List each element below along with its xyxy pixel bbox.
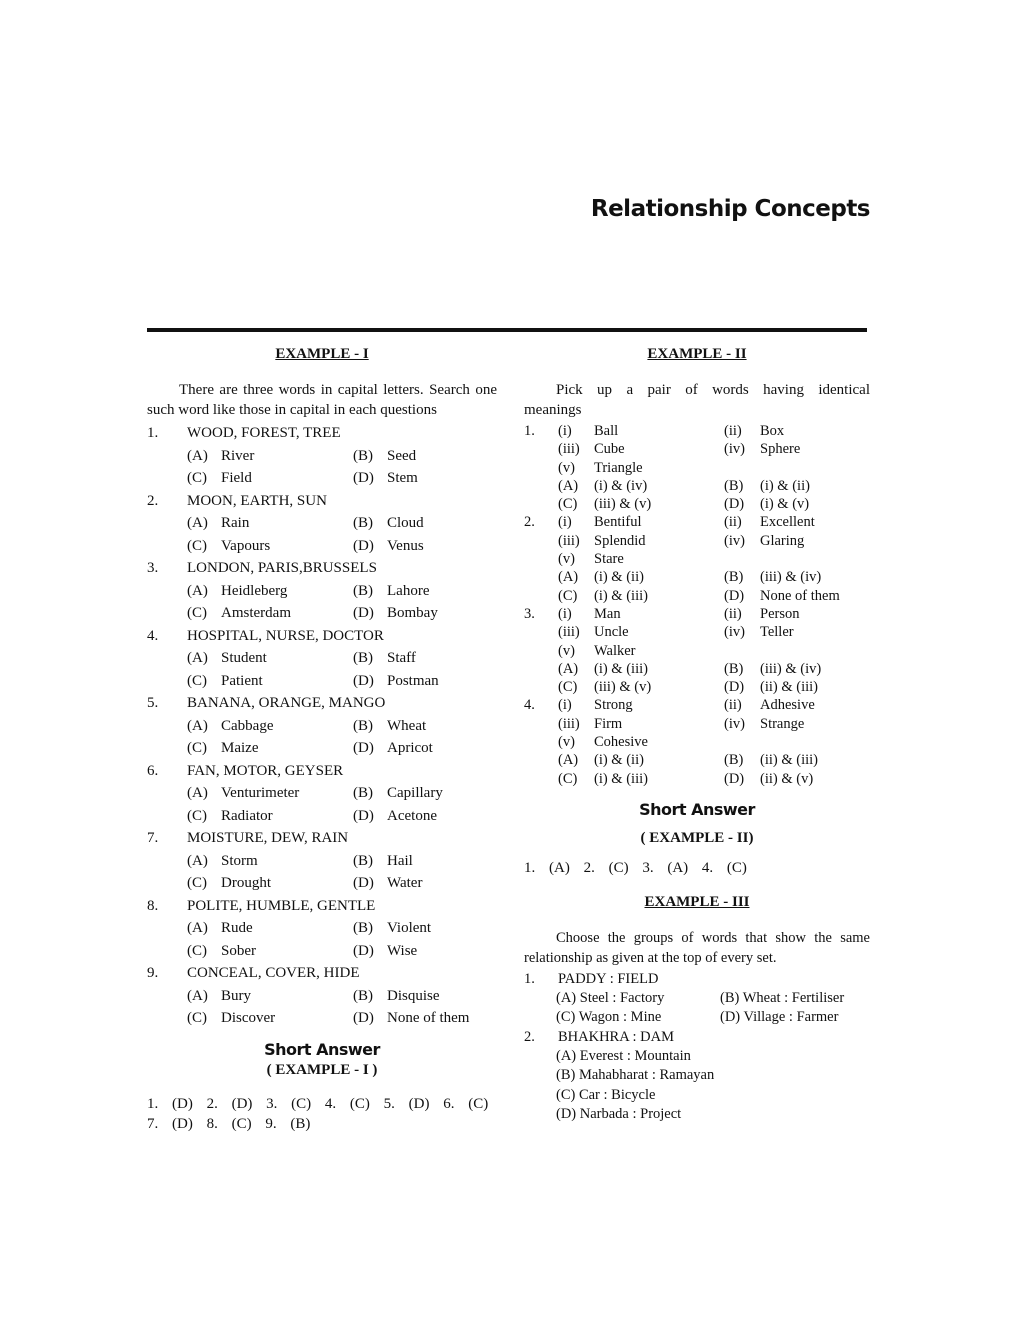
example-1-heading: EXAMPLE - I bbox=[275, 346, 369, 362]
option-text: Rain bbox=[221, 515, 250, 531]
option bbox=[353, 670, 513, 693]
option-letter: (A) bbox=[558, 477, 579, 494]
option bbox=[558, 568, 724, 586]
option-text: Cohesive bbox=[594, 734, 648, 751]
question-text: LONDON, PARIS,BRUSSELS bbox=[187, 560, 377, 576]
option bbox=[558, 440, 724, 458]
option bbox=[187, 535, 353, 558]
option: (A) Steel : Factory bbox=[556, 989, 665, 1006]
option-text: Postman bbox=[387, 672, 439, 689]
option-letter: (B) bbox=[353, 447, 373, 464]
option-letter: (iv) bbox=[724, 532, 745, 549]
option-letter: (C) bbox=[187, 672, 207, 689]
option-letter: (D) bbox=[724, 770, 745, 787]
example-2-heading: EXAMPLE - II bbox=[647, 346, 747, 362]
question-item bbox=[147, 827, 497, 895]
option bbox=[558, 513, 724, 531]
question-text: WOOD, FOREST, TREE bbox=[187, 425, 341, 441]
option-text: Wheat bbox=[387, 717, 427, 734]
option: (D) Narbada : Project bbox=[556, 1106, 682, 1123]
option-text: None of them bbox=[760, 587, 840, 604]
option-text: (i) & (iii) bbox=[594, 770, 648, 787]
option bbox=[558, 770, 724, 788]
option-text: Walker bbox=[594, 642, 636, 659]
option-text: Hail bbox=[387, 852, 413, 869]
option-letter: (D) bbox=[353, 537, 374, 554]
option-letter: (A) bbox=[558, 569, 579, 586]
option-text: Lahore bbox=[387, 582, 430, 599]
option-text: Teller bbox=[760, 624, 794, 641]
question-number: 7. bbox=[147, 830, 159, 846]
option bbox=[558, 477, 724, 495]
option bbox=[558, 550, 724, 568]
option bbox=[558, 605, 724, 623]
option-letter: (D) bbox=[724, 496, 745, 513]
option bbox=[724, 513, 890, 531]
option-letter: (D) bbox=[724, 587, 745, 604]
question-item bbox=[524, 696, 870, 787]
option-letter: (iii) bbox=[558, 715, 580, 732]
option bbox=[724, 696, 890, 714]
option-letter: (B) bbox=[353, 852, 373, 869]
option-letter: (D) bbox=[353, 1010, 374, 1026]
question-item bbox=[147, 962, 497, 1030]
option-letter: (A) bbox=[187, 717, 208, 734]
option-text: Vapours bbox=[221, 537, 271, 554]
option-letter: (A) bbox=[187, 447, 208, 464]
option bbox=[724, 660, 890, 678]
option-letter: (B) bbox=[353, 987, 373, 1004]
option-text: River bbox=[221, 447, 255, 464]
option: (C) Car : Bicycle bbox=[556, 1086, 656, 1103]
option-letter: (A) bbox=[187, 582, 208, 599]
option-letter: (A) bbox=[187, 515, 208, 531]
example-2-questions bbox=[524, 422, 870, 788]
option: (B) Wheat : Fertiliser bbox=[720, 989, 845, 1006]
option bbox=[353, 467, 513, 490]
option bbox=[724, 678, 890, 696]
question-item bbox=[147, 760, 497, 828]
option-letter: (iii) bbox=[558, 532, 580, 549]
left-column bbox=[147, 346, 497, 1134]
option bbox=[353, 512, 513, 535]
question-item bbox=[147, 557, 497, 625]
right-column bbox=[524, 346, 870, 1125]
option-text: Rude bbox=[221, 920, 253, 936]
option-letter: (C) bbox=[187, 740, 207, 756]
option: (D) Village : Farmer bbox=[720, 1009, 839, 1026]
option-letter: (ii) bbox=[724, 514, 742, 531]
option-letter: (A) bbox=[558, 752, 579, 769]
option-text: Triangle bbox=[594, 459, 643, 476]
question-text: BANANA, ORANGE, MANGO bbox=[187, 695, 386, 711]
option-letter: (A) bbox=[558, 660, 579, 677]
option bbox=[187, 445, 353, 468]
short-answer-heading-2: Short Answer bbox=[639, 799, 755, 819]
example-1-questions bbox=[147, 422, 497, 1030]
option-letter: (A) bbox=[187, 920, 208, 936]
example-2-intro: Pick up a pair of words having identical meanings bbox=[524, 382, 870, 418]
option-letter: (D) bbox=[353, 807, 374, 824]
question-item bbox=[524, 513, 870, 604]
option-letter: (C) bbox=[187, 537, 207, 554]
option-text: (iii) & (v) bbox=[594, 496, 652, 513]
option-text: Bentiful bbox=[594, 514, 642, 531]
option-letter: (iv) bbox=[724, 715, 745, 732]
option-text: Acetone bbox=[387, 807, 437, 824]
option bbox=[187, 782, 353, 805]
option bbox=[353, 580, 513, 603]
option bbox=[353, 917, 513, 940]
option bbox=[187, 985, 353, 1008]
option bbox=[353, 805, 513, 828]
option bbox=[558, 733, 724, 751]
option-text: Adhesive bbox=[760, 697, 815, 714]
option-text: Strong bbox=[594, 697, 633, 714]
option-text: Discover bbox=[221, 1010, 276, 1026]
option-text: Student bbox=[221, 650, 267, 666]
option-letter: (D) bbox=[353, 470, 374, 486]
option-letter: (B) bbox=[353, 717, 373, 734]
option-text: Stare bbox=[594, 551, 624, 568]
option bbox=[724, 770, 890, 788]
example-2-answers: 1. (A) 2. (C) 3. (A) 4. (C) bbox=[524, 859, 747, 876]
option-text: Maize bbox=[221, 740, 259, 756]
option-letter: (v) bbox=[558, 459, 575, 476]
option bbox=[558, 422, 724, 440]
option bbox=[187, 1007, 353, 1030]
option-letter: (A) bbox=[187, 852, 208, 869]
option bbox=[353, 535, 513, 558]
option-text: (iii) & (iv) bbox=[760, 569, 822, 586]
option-text: Water bbox=[387, 875, 423, 891]
option-text: (i) & (ii) bbox=[594, 752, 644, 769]
question-item bbox=[524, 422, 870, 513]
option: (B) Mahabharat : Ramayan bbox=[556, 1067, 715, 1084]
option bbox=[558, 532, 724, 550]
option-letter: (B) bbox=[724, 569, 744, 586]
option bbox=[558, 715, 724, 733]
option-letter: (D) bbox=[353, 875, 374, 891]
option-letter: (B) bbox=[353, 650, 373, 666]
question-item bbox=[147, 422, 497, 490]
option-letter: (C) bbox=[558, 587, 578, 604]
option-text: (ii) & (v) bbox=[760, 770, 814, 787]
question-item bbox=[147, 692, 497, 760]
option bbox=[353, 1007, 513, 1030]
option bbox=[724, 568, 890, 586]
option-text: Heidleberg bbox=[221, 582, 288, 599]
option bbox=[724, 715, 890, 733]
option bbox=[187, 467, 353, 490]
example-3-question-2: 2. BHAKHRA : DAM bbox=[524, 1028, 675, 1045]
question-number: 4. bbox=[524, 697, 535, 714]
short-answer-heading: Short Answer bbox=[264, 1039, 380, 1059]
question-text: MOISTURE, DEW, RAIN bbox=[187, 830, 349, 846]
option-letter: (iv) bbox=[724, 624, 745, 641]
question-number: 9. bbox=[147, 965, 159, 981]
option-text: Seed bbox=[387, 447, 417, 464]
option-text: Glaring bbox=[760, 532, 805, 549]
option-letter: (C) bbox=[187, 807, 207, 824]
option-text: (i) & (ii) bbox=[760, 477, 810, 494]
option-text: Venus bbox=[387, 537, 424, 554]
option bbox=[724, 495, 890, 513]
option-text: (i) & (iv) bbox=[594, 477, 648, 494]
option bbox=[724, 532, 890, 550]
option-letter: (iv) bbox=[724, 441, 745, 458]
question-text: MOON, EARTH, SUN bbox=[187, 492, 327, 509]
option-text: Uncle bbox=[594, 624, 629, 641]
option bbox=[558, 495, 724, 513]
option bbox=[558, 660, 724, 678]
option bbox=[353, 850, 513, 873]
option-letter: (i) bbox=[558, 423, 572, 439]
option bbox=[187, 580, 353, 603]
option-text: Ball bbox=[594, 423, 619, 439]
option bbox=[353, 737, 513, 760]
example-3-question-1: 1. PADDY : FIELD bbox=[524, 970, 659, 987]
option-letter: (v) bbox=[558, 642, 575, 659]
question-text: HOSPITAL, NURSE, DOCTOR bbox=[187, 627, 384, 644]
option-letter: (iii) bbox=[558, 441, 580, 458]
option bbox=[353, 985, 513, 1008]
option-letter: (C) bbox=[558, 679, 578, 696]
option-text: Capillary bbox=[387, 785, 443, 801]
option: (C) Wagon : Mine bbox=[556, 1009, 662, 1026]
option-text: Staff bbox=[387, 650, 416, 666]
option bbox=[187, 602, 353, 625]
option-text: Radiator bbox=[221, 807, 273, 824]
option bbox=[724, 440, 890, 458]
option-letter: (ii) bbox=[724, 423, 742, 439]
option-text: Person bbox=[760, 605, 800, 622]
question-number: 4. bbox=[147, 627, 159, 644]
option bbox=[724, 605, 890, 623]
option bbox=[353, 872, 513, 895]
question-number: 5. bbox=[147, 695, 159, 711]
option-text: Splendid bbox=[594, 532, 646, 549]
option-letter: (iii) bbox=[558, 624, 580, 641]
short-answer-subheading-2: ( EXAMPLE - II) bbox=[640, 829, 754, 846]
example-3-q1-options bbox=[524, 989, 870, 1028]
option bbox=[558, 459, 724, 477]
question-number: 2. bbox=[147, 492, 159, 509]
option bbox=[558, 696, 724, 714]
option bbox=[724, 587, 890, 605]
option-letter: (B) bbox=[353, 515, 373, 531]
question-number: 1. bbox=[147, 425, 159, 441]
option bbox=[724, 477, 890, 495]
option-letter: (D) bbox=[353, 740, 374, 756]
question-text: FAN, MOTOR, GEYSER bbox=[187, 762, 344, 779]
option bbox=[187, 737, 353, 760]
option-text: Amsterdam bbox=[221, 605, 291, 621]
option-text: (i) & (ii) bbox=[594, 569, 644, 586]
option bbox=[558, 623, 724, 641]
option bbox=[353, 940, 513, 963]
option bbox=[187, 917, 353, 940]
option-letter: (A) bbox=[187, 987, 208, 1004]
example-1-intro: There are three words in capital letters. Search one such word like those in capital in each questions bbox=[147, 382, 497, 418]
page-title: Relationship Concepts bbox=[590, 196, 870, 222]
option bbox=[724, 623, 890, 641]
option-text: Man bbox=[594, 605, 621, 622]
option-text: Wise bbox=[387, 942, 418, 959]
option-letter: (B) bbox=[724, 752, 744, 769]
option bbox=[187, 670, 353, 693]
option-letter: (B) bbox=[724, 660, 744, 677]
option-text: Box bbox=[760, 423, 785, 439]
option bbox=[558, 751, 724, 769]
option bbox=[353, 715, 513, 738]
option-text: (i) & (v) bbox=[760, 496, 810, 513]
option bbox=[353, 445, 513, 468]
option bbox=[187, 872, 353, 895]
option bbox=[353, 647, 513, 670]
example-3-q2-options bbox=[524, 1047, 870, 1125]
header-rule bbox=[147, 328, 867, 332]
option-text: Excellent bbox=[760, 514, 815, 531]
option-letter: (D) bbox=[353, 942, 374, 959]
option-text: Venturimeter bbox=[221, 785, 300, 801]
option: (A) Everest : Mountain bbox=[556, 1047, 691, 1064]
option-letter: (C) bbox=[187, 942, 207, 959]
option-text: Storm bbox=[221, 852, 258, 869]
option-text: Bombay bbox=[387, 605, 438, 621]
option-text: (ii) & (iii) bbox=[760, 679, 818, 696]
option bbox=[724, 751, 890, 769]
option-text: Bury bbox=[221, 987, 251, 1004]
option-text: Patient bbox=[221, 672, 263, 689]
option-text: Stem bbox=[387, 470, 418, 486]
option-letter: (C) bbox=[187, 605, 207, 621]
option bbox=[187, 850, 353, 873]
question-text: CONCEAL, COVER, HIDE bbox=[187, 965, 360, 981]
example-3-intro: Choose the groups of words that show the same relationship as given at the top of every set. bbox=[524, 929, 870, 966]
question-item bbox=[147, 490, 497, 558]
question-text: POLITE, HUMBLE, GENTLE bbox=[187, 897, 376, 914]
short-answer-subheading: ( EXAMPLE - I ) bbox=[266, 1061, 378, 1078]
option-letter: (D) bbox=[353, 605, 374, 621]
question-item bbox=[524, 605, 870, 696]
option-text: Cloud bbox=[387, 515, 424, 531]
option-letter: (ii) bbox=[724, 697, 742, 714]
option-text: Disquise bbox=[387, 987, 440, 1004]
option-letter: (ii) bbox=[724, 605, 742, 622]
option-text: Cabbage bbox=[221, 717, 274, 734]
option bbox=[187, 715, 353, 738]
question-number: 1. bbox=[524, 423, 535, 439]
option bbox=[558, 587, 724, 605]
option-letter: (B) bbox=[353, 785, 373, 801]
option bbox=[558, 642, 724, 660]
option-text: Apricot bbox=[387, 740, 433, 756]
option bbox=[187, 805, 353, 828]
option-text: Sphere bbox=[760, 441, 801, 458]
option bbox=[353, 602, 513, 625]
option-text: Violent bbox=[387, 920, 432, 936]
option-text: Cube bbox=[594, 441, 625, 458]
question-number: 2. bbox=[524, 514, 535, 531]
option-letter: (v) bbox=[558, 551, 575, 568]
option-letter: (i) bbox=[558, 514, 572, 531]
question-number: 6. bbox=[147, 762, 159, 779]
option-text: Strange bbox=[760, 715, 805, 732]
option-text: (iii) & (v) bbox=[594, 679, 652, 696]
option-letter: (i) bbox=[558, 605, 572, 622]
question-number: 3. bbox=[147, 560, 159, 576]
option-letter: (A) bbox=[187, 785, 208, 801]
option-letter: (B) bbox=[724, 477, 744, 494]
option-text: None of them bbox=[387, 1010, 470, 1026]
option-letter: (B) bbox=[353, 920, 373, 936]
question-item bbox=[147, 895, 497, 963]
example-1-answers: 1. (D) 2. (D) 3. (C) 4. (C) 5. (D) 6. (C) 7. (D) 8. (C) 9. (B) bbox=[147, 1095, 489, 1132]
option-letter: (D) bbox=[353, 672, 374, 689]
question-item bbox=[147, 625, 497, 693]
option-text: (i) & (iii) bbox=[594, 587, 648, 604]
option bbox=[187, 940, 353, 963]
option-letter: (C) bbox=[558, 496, 578, 513]
option-letter: (D) bbox=[724, 679, 745, 696]
question-number: 3. bbox=[524, 605, 535, 622]
option-letter: (C) bbox=[187, 875, 207, 891]
example-3-heading: EXAMPLE - III bbox=[644, 893, 750, 910]
option bbox=[558, 678, 724, 696]
option-letter: (B) bbox=[353, 582, 373, 599]
option-text: Field bbox=[221, 470, 252, 486]
option bbox=[187, 512, 353, 535]
option-text: Drought bbox=[221, 875, 271, 891]
option-text: Firm bbox=[594, 715, 623, 732]
option bbox=[353, 782, 513, 805]
option-text: (iii) & (iv) bbox=[760, 660, 822, 677]
option-letter: (A) bbox=[187, 650, 208, 666]
option bbox=[187, 647, 353, 670]
option-text: Sober bbox=[221, 942, 256, 959]
option-letter: (i) bbox=[558, 697, 572, 714]
option-letter: (v) bbox=[558, 734, 575, 751]
option-letter: (C) bbox=[187, 470, 207, 486]
option-letter: (C) bbox=[558, 770, 578, 787]
option bbox=[724, 422, 890, 440]
option-text: (ii) & (iii) bbox=[760, 752, 818, 769]
option-letter: (C) bbox=[187, 1010, 207, 1026]
question-number: 8. bbox=[147, 897, 159, 914]
option-text: (i) & (iii) bbox=[594, 660, 648, 677]
